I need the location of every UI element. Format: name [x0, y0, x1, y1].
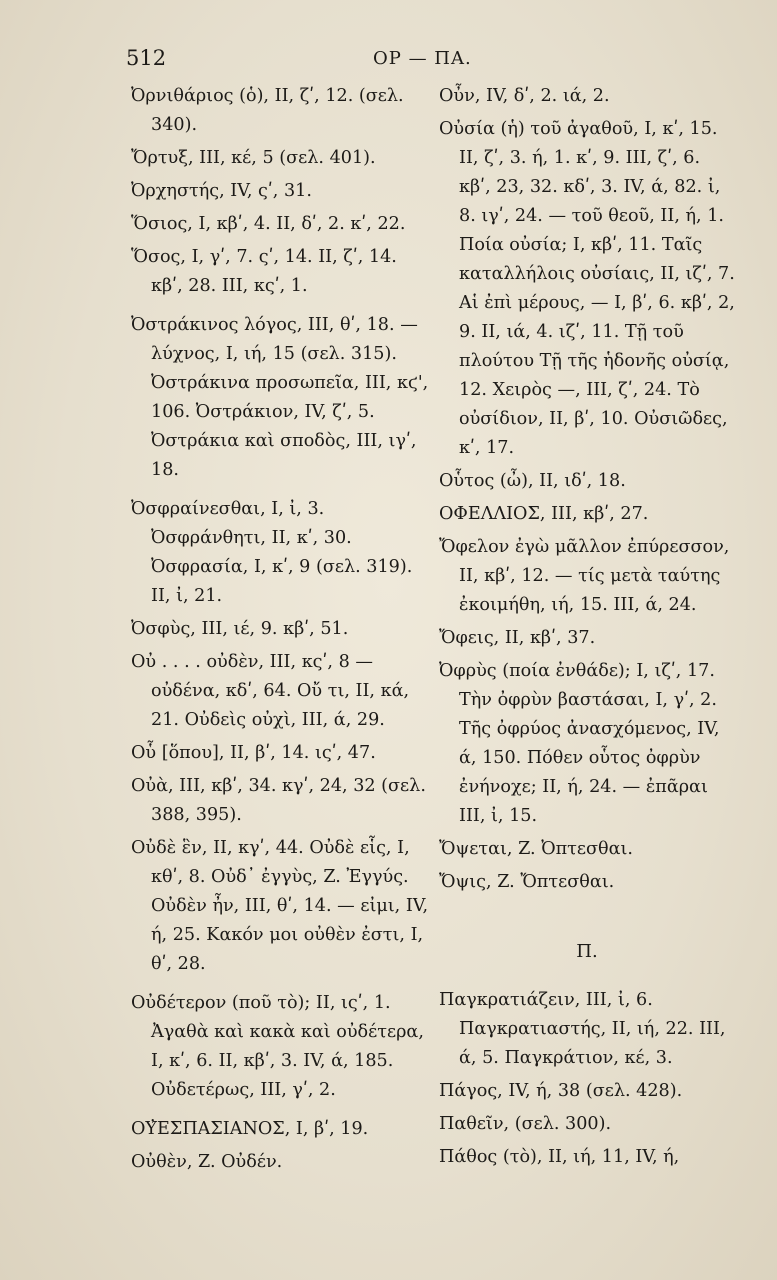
page-header [0, 0, 777, 90]
page-number: 512 [126, 46, 167, 70]
index-entry: Ὄψις, Z. Ὄπτεσθαι. [439, 872, 615, 892]
index-entry: Ὀρχηστής, IV, ςʹ, 31. [131, 181, 312, 201]
index-entry: Οὗ [ὅπου], II, βʹ, 14. ιςʹ, 47. [131, 743, 376, 763]
index-entry: Ὄρτυξ, III, κέ, 5 (σελ. 401). [131, 148, 376, 168]
index-entry: Ὄφελον ἐγὼ μᾶλλον ἐπύρεσσον, II, κβʹ, 12. — τίς μετὰ ταύτης ἐκοιμήθη, ιή, 15. III, ά, 24. [439, 537, 730, 615]
index-entry: Ὀσφὺς, III, ιέ, 9. κβʹ, 51. [131, 619, 349, 639]
index-entry: Οὐδέτερον (ποῦ τὸ); II, ιςʹ, 1. Ἀγαθὰ καὶ κακὰ καὶ οὐδέτερα, I, κʹ, 6. II, κβʹ, 3. IV, ά, 185. Οὐδετέρως, III, γʹ, 2. [131, 993, 424, 1100]
index-entry: Οὐὰ, III, κβʹ, 34. κγʹ, 24, 32 (σελ. 388, 395). [131, 776, 426, 825]
index-entry: Πάθος (τὸ), II, ιή, 11, IV, ή, [439, 1147, 680, 1167]
index-entry: Οὖν, IV, δʹ, 2. ιά, 2. [439, 86, 610, 106]
index-entry: Ὀρνιθάριος (ὁ), II, ζʹ, 12. (σελ. 340). [131, 86, 404, 135]
index-entry: Ὄφεις, II, κβʹ, 37. [439, 628, 596, 648]
index-entry: Ὄψεται, Z. Ὀπτεσθαι. [439, 839, 634, 859]
index-entry: Οὐσία (ἡ) τοῦ ἀγαθοῦ, I, κʹ, 15. II, ζʹ, 3. ή, 1. κʹ, 9. III, ζʹ, 6. κβʹ, 23, 32. κδʹ, 3. IV, ά, 82. ἰ, 8. ιγʹ, 24. — τοῦ θεοῦ, II, ή, 1. Ποία οὐσία; I, κβʹ, 11. Ταῖς καταλλήλοις οὐσίαις, II, ιζʹ, 7. Αἱ ἐπὶ μέρους, — I, βʹ, 6. κβʹ, 2, 9. II, ιά, 4. ιζʹ, 11. Τῇ τοῦ πλούτου Τῇ τῆς ἡδονῆς οὐσίᾳ, 12. Χειρὸς —, III, ζʹ, 24. Τὸ οὐσίδιον, II, βʹ, 10. Οὐσιῶδες, κʹ, 17. [439, 119, 735, 458]
index-entry: Οὐδὲ ἓν, II, κγʹ, 44. Οὐδὲ εἷς, I, κθʹ, 8. Οὐδ᾽ ἐγγὺς, Z. Ἐγγύς. Οὐδὲν ἦν, III, θʹ, 14. — εἰμι, IV, ή, 25. Κακόν μοι οὐθὲν ἐστι, I, θʹ, 28. [131, 838, 429, 974]
left-column [131, 82, 431, 1177]
index-entry: Ὅσος, I, γʹ, 7. ςʹ, 14. II, ζʹ, 14. κβʹ, 28. III, κςʹ, 1. [131, 247, 397, 296]
section-letter-pi: Π. [576, 941, 598, 962]
index-entry: Πάγος, IV, ή, 38 (σελ. 428). [439, 1081, 683, 1101]
index-entry: Παγκρατιάζειν, III, ἰ, 6. Παγκρατιαστής, II, ιή, 22. III, ά, 5. Παγκράτιον, κέ, 3. [439, 990, 726, 1068]
running-head: ΟΡ — ΠΑ. [373, 48, 472, 69]
index-entry: Οὗτος (ὦ), II, ιδʹ, 18. [439, 471, 626, 491]
index-entry: Οὐθὲν, Z. Οὐδέν. [131, 1152, 283, 1172]
index-entry: Ὀστράκινος λόγος, III, θʹ, 18. — λύχνος, I, ιή, 15 (σελ. 315). Ὀστράκινα προσωπεῖα, III, κϛ', 106. Ὀστράκιον, IV, ζʹ, 5. Ὀστράκια καὶ σποδὸς, III, ιγʹ, 18. [131, 315, 429, 480]
index-entry: Ὅσιος, I, κβʹ, 4. II, δʹ, 2. κʹ, 22. [131, 214, 406, 234]
right-column [439, 82, 735, 1172]
index-entry: Παθεῖν, (σελ. 300). [439, 1114, 612, 1134]
index-entry: ΟΦΕΛΛΙΟΣ, III, κβʹ, 27. [439, 504, 649, 524]
index-entry: Ὀφρὺς (ποία ἐνθάδε); I, ιζʹ, 17. Τὴν ὀφρὺν βαστάσαι, I, γʹ, 2. Τῆς ὀφρύος ἀνασχόμενος, IV, ά, 150. Πόθεν οὗτος ὀφρὺν ἐνήνοχε; II, ή, 24. — ἐπᾶραι III, ἰ, 15. [439, 661, 720, 826]
index-entry: Οὐ . . . . οὐδὲν, III, κςʹ, 8 — οὐδένα, κδʹ, 64. Οὔ τι, II, κά, 21. Οὐδεὶς οὐχὶ, III, ά, 29. [131, 652, 410, 730]
index-entry: Ὀσφραίνεσθαι, I, ἰ, 3. Ὀσφράνθητι, II, κʹ, 30. Ὀσφρασία, I, κʹ, 9 (σελ. 319). II, ἰ, 21. [131, 499, 413, 606]
index-entry: ΟΥ̓ΕΣΠΑΣΙΑΝΟΣ, I, βʹ, 19. [131, 1119, 369, 1139]
